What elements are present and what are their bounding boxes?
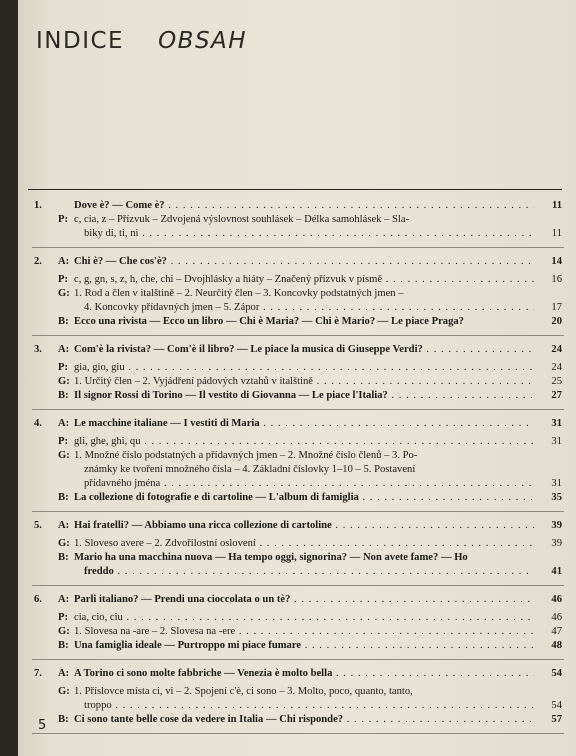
entry-title: cia, cio, ciu . . . [74,611,534,625]
entry-type-label: G: [58,538,70,549]
entry-type-label: P: [58,436,68,447]
chapter-number: 5. [34,520,42,531]
entry-title: Ecco una rivista — Ecco un libro — Chi è Maria? — Chi è Mario? — Le piace Praga? [74,316,464,327]
entry-page-number: 54 [551,668,562,679]
entry-title: Le macchine italiane — I vestiti di Maria . . . [74,417,534,431]
toc-entry[interactable] [32,417,564,431]
entry-title: troppo . . . [84,699,534,713]
entry-title: Parli italiano? — Prendi una cioccolata o un tè? . . . [74,593,534,607]
toc-entry[interactable] [32,435,564,449]
entry-type-label: G: [58,288,70,299]
toc-entry[interactable] [32,255,564,269]
toc-entry[interactable] [32,593,564,607]
entry-title: c, g, gn, s, z, h, che, chi – Dvojhlásky a hiáty – Značený přízvuk v písmě . . . [74,273,534,287]
entry-page-number: 24 [551,362,562,373]
entry-page-number: 31 [551,436,562,447]
entry-title: La collezione di fotografie e di cartoline — L'album di famiglia . . . [74,491,534,505]
entry-type-label: G: [58,686,70,697]
entry-page-number: 17 [551,302,562,313]
chapter-number: 1. [34,200,42,211]
entry-type-label: G: [58,450,70,461]
toc-entry[interactable] [32,537,564,551]
toc-entry[interactable] [32,477,564,491]
entry-title: Mario ha una macchina nuova — Ha tempo oggi, signorina? — Non avete fame? — Ho [74,552,468,563]
toc-section [32,336,564,410]
toc-section [32,410,564,512]
toc-entry[interactable] [32,227,564,241]
entry-type-label: A: [58,344,70,355]
entry-page-number: 47 [551,626,562,637]
entry-page-number: 39 [551,520,562,531]
entry-type-label: G: [58,626,70,637]
toc-section [32,196,564,248]
toc-entry[interactable] [32,713,564,727]
entry-page-number: 46 [551,612,562,623]
entry-type-label: P: [58,612,68,623]
entry-type-label: B: [58,390,69,401]
entry-title: biky di, ti, ni . . . [84,227,534,241]
entry-page-number: 31 [551,478,562,489]
entry-title: A Torino ci sono molte fabbriche — Venezia è molto bella . . . [74,667,534,681]
entry-type-label: G: [58,376,70,387]
entry-title: Dove è? — Come è? . . . [74,199,534,213]
entry-type-label: A: [58,668,70,679]
toc-entry[interactable] [32,213,564,227]
entry-title: 1. Slovesa na -are – 2. Slovesa na -ere . . . [74,625,534,639]
chapter-number: 7. [34,668,42,679]
entry-type-label: A: [58,520,70,531]
entry-title: gia, gio, giu . . . [74,361,534,375]
entry-page-number: 11 [551,200,562,211]
entry-title: 1. Množné číslo podstatných a přídavných jmen – 2. Množné číslo členů – 3. Po- [74,450,418,461]
entry-type-label: A: [58,256,70,267]
entry-page-number: 27 [551,390,562,401]
entry-title: Com'è la rivista? — Com'è il libro? — Le piace la musica di Giuseppe Verdi? . . . [74,343,534,357]
entry-page-number: 39 [551,538,562,549]
entry-title: c, cia, z – Přízvuk – Zdvojená výslovnost souhlásek – Délka samohlásek – Sla- [74,214,410,225]
entry-title: gli, ghe, ghi, qu . . . [74,435,534,449]
toc-entry[interactable] [32,199,564,213]
toc-section [32,512,564,586]
toc-entry[interactable] [32,491,564,505]
entry-title: Chi è? — Che cos'è? . . . [74,255,534,269]
entry-page-number: 24 [551,344,562,355]
entry-title: známky ke tvoření množného čísla – 4. Základní číslovky 1–10 – 5. Postavení [84,464,416,475]
entry-page-number: 57 [551,714,562,725]
entry-page-number: 31 [551,418,562,429]
toc-entry[interactable] [32,685,564,699]
entry-type-label: B: [58,492,69,503]
entry-title: 1. Příslovce místa ci, vi – 2. Spojení c'è, ci sono – 3. Molto, poco, quanto, tanto, [74,686,413,697]
entry-title: Una famiglia ideale — Purtroppo mi piace fumare . . . [74,639,534,653]
entry-type-label: B: [58,552,69,563]
entry-title: Ci sono tante belle cose da vedere in Italia — Chi risponde? . . . [74,713,534,727]
entry-page-number: 20 [551,316,562,327]
entry-page-number: 25 [551,376,562,387]
toc-entry[interactable] [32,611,564,625]
toc-entry[interactable] [32,389,564,403]
heading-rule [28,189,562,190]
entry-page-number: 11 [551,228,562,239]
toc-entry[interactable] [32,551,564,565]
toc-entry[interactable] [32,375,564,389]
entry-type-label: A: [58,418,70,429]
entry-type-label: P: [58,274,68,285]
toc-entry[interactable] [32,519,564,533]
entry-page-number: 16 [551,274,562,285]
entry-page-number: 48 [551,640,562,651]
entry-page-number: 14 [551,256,562,267]
toc-entry[interactable] [32,699,564,713]
page-heading [36,28,247,54]
toc-entry[interactable] [32,565,564,579]
entry-type-label: P: [58,214,68,225]
toc-entry[interactable] [32,287,564,301]
page-number: 5 [38,718,47,733]
entry-type-label: B: [58,640,69,651]
heading-czech: OBSAH [158,28,248,54]
entry-title: 4. Koncovky přídavných jmen – 5. Zápor . . . [84,301,534,315]
entry-title: přídavného jména . . . [84,477,534,491]
entry-title: 1. Sloveso avere – 2. Zdvořilostní oslovení . . . [74,537,534,551]
entry-title: Hai fratelli? — Abbiamo una ricca collezione di cartoline . . . [74,519,534,533]
entry-page-number: 46 [551,594,562,605]
chapter-number: 2. [34,256,42,267]
entry-page-number: 41 [551,566,562,577]
toc-entry[interactable] [32,315,564,329]
entry-page-number: 35 [551,492,562,503]
chapter-number: 4. [34,418,42,429]
toc-entry[interactable] [32,361,564,375]
entry-title: freddo . . . [84,565,534,579]
chapter-number: 3. [34,344,42,355]
entry-title: Il signor Rossi di Torino — Il vestito di Giovanna — Le piace l'Italia? . . . [74,389,534,403]
table-of-contents [32,196,564,734]
toc-section [32,586,564,660]
toc-entry[interactable] [32,625,564,639]
entry-type-label: A: [58,594,70,605]
chapter-number: 6. [34,594,42,605]
entry-type-label: B: [58,714,69,725]
toc-entry[interactable] [32,343,564,357]
entry-page-number: 54 [551,700,562,711]
entry-title: 1. Určitý člen – 2. Vyjádření pádových vztahů v italštině . . . [74,375,534,389]
entry-title: 1. Rod a člen v italštině – 2. Neurčitý člen – 3. Koncovky podstatných jmen – [74,288,404,299]
heading-italian: INDICE [36,28,125,54]
toc-entry[interactable] [32,301,564,315]
book-page [18,0,576,756]
toc-entry[interactable] [32,667,564,681]
toc-section [32,248,564,336]
toc-section [32,660,564,734]
entry-type-label: B: [58,316,69,327]
toc-entry[interactable] [32,449,564,463]
toc-entry[interactable] [32,639,564,653]
toc-entry[interactable] [32,463,564,477]
entry-type-label: P: [58,362,68,373]
toc-entry[interactable] [32,273,564,287]
